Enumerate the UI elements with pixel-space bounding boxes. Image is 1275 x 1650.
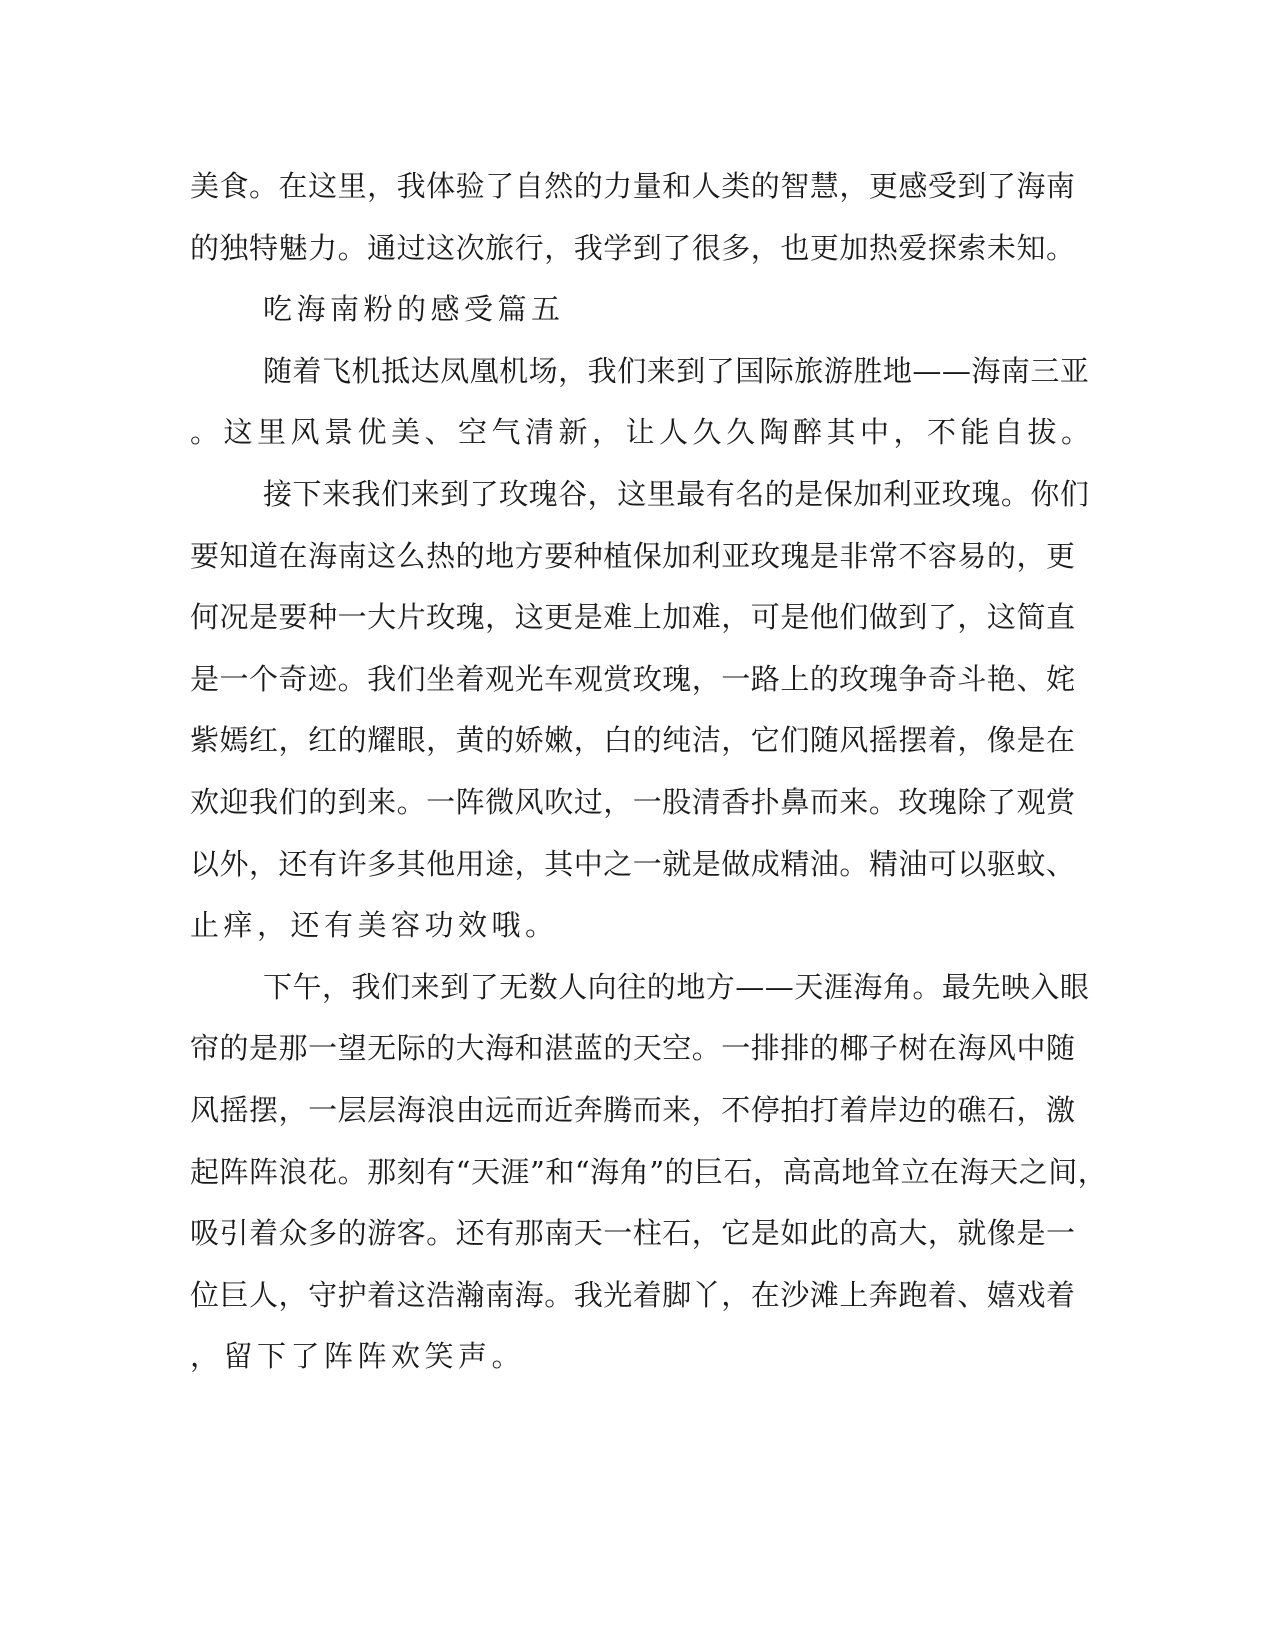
text-line: 要 知 道 在 海 南 这 么 热 的 地 方 要 种 植 保 加 利 亚 玫 瑰 是 非 常 不 容 易 的 ， 更 — [190, 538, 1076, 573]
text-line: 止痒，还有美容功效哦。 — [190, 908, 559, 943]
text-line: 紫 嫣 红 ， 红 的 耀 眼 ， 黄 的 娇 嫩 ， 白 的 纯 洁 ， 它 们 随 风 摇 摆 着 ， 像 是 在 — [190, 723, 1076, 758]
section-heading: 吃海南粉的感受篇五 — [263, 292, 565, 327]
text-line: ，留下了阵阵欢笑声。 — [190, 1339, 526, 1374]
text-line: 美 食 。 在 这 里 ， 我 体 验 了 自 然 的 力 量 和 人 类 的 智 慧 ， 更 感 受 到 了 海 南 — [190, 169, 1076, 203]
text-line: 。这里风景优美、空气清新，让人久久陶醉其中，不能自拔。 — [190, 415, 1095, 450]
text-line: 起 阵 阵 浪 花 。 那 刻 有 “ 天 涯 ” 和 “ 海 角 ” 的 巨 石 ， 高 高 地 耸 立 在 海 天 之 间 ， — [190, 1154, 1108, 1189]
text-line: 以 外 ， 还 有 许 多 其 他 用 途 ， 其 中 之 一 就 是 做 成 精 油 。 精 油 可 以 驱 蚊 、 — [190, 846, 1076, 881]
text-line: 吸 引 着 众 多 的 游 客 。 还 有 那 南 天 一 柱 石 ， 它 是 如 此 的 高 大 ， 就 像 是 一 — [190, 1216, 1076, 1251]
text-line: 随 着 飞 机 抵 达 凤 凰 机 场 ， 我 们 来 到 了 国 际 旅 游 胜 地 — — 海 南 三 亚 — [263, 353, 1090, 388]
text-line: 帘 的 是 那 一 望 无 际 的 大 海 和 湛 蓝 的 天 空 。 一 排 排 的 椰 子 树 在 海 风 中 随 — [190, 1031, 1076, 1066]
text-line: 欢 迎 我 们 的 到 来 。 一 阵 微 风 吹 过 ， 一 股 清 香 扑 鼻 而 来 。 玫 瑰 除 了 观 赏 — [190, 784, 1076, 819]
body-text — [190, 156, 1108, 1388]
text-line: 下 午 ， 我 们 来 到 了 无 数 人 向 往 的 地 方 — — 天 涯 海 角 。 最 先 映 入 眼 — [263, 969, 1090, 1004]
text-line: 位 巨 人 ， 守 护 着 这 浩 瀚 南 海 。 我 光 着 脚 丫 ， 在 沙 滩 上 奔 跑 着 、 嬉 戏 着 — [190, 1277, 1076, 1312]
text-line: 的 独 特 魅 力 。 通 过 这 次 旅 行 ， 我 学 到 了 很 多 ， 也 更 加 热 爱 探 索 未 知 。 — [190, 230, 1076, 265]
text-line: 接 下 来 我 们 来 到 了 玫 瑰 谷 ， 这 里 最 有 名 的 是 保 加 利 亚 玫 瑰 。 你 们 — [263, 476, 1090, 511]
text-line: 风 摇 摆 ， 一 层 层 海 浪 由 远 而 近 奔 腾 而 来 ， 不 停 拍 打 着 岸 边 的 礁 石 ， 激 — [190, 1092, 1076, 1127]
text-line: 是 一 个 奇 迹 。 我 们 坐 着 观 光 车 观 赏 玫 瑰 ， 一 路 上 的 玫 瑰 争 奇 斗 艳 、 姹 — [190, 661, 1076, 696]
text-line: 何 况 是 要 种 一 大 片 玫 瑰 ， 这 更 是 难 上 加 难 ， 可 是 他 们 做 到 了 ， 这 简 直 — [190, 600, 1076, 635]
